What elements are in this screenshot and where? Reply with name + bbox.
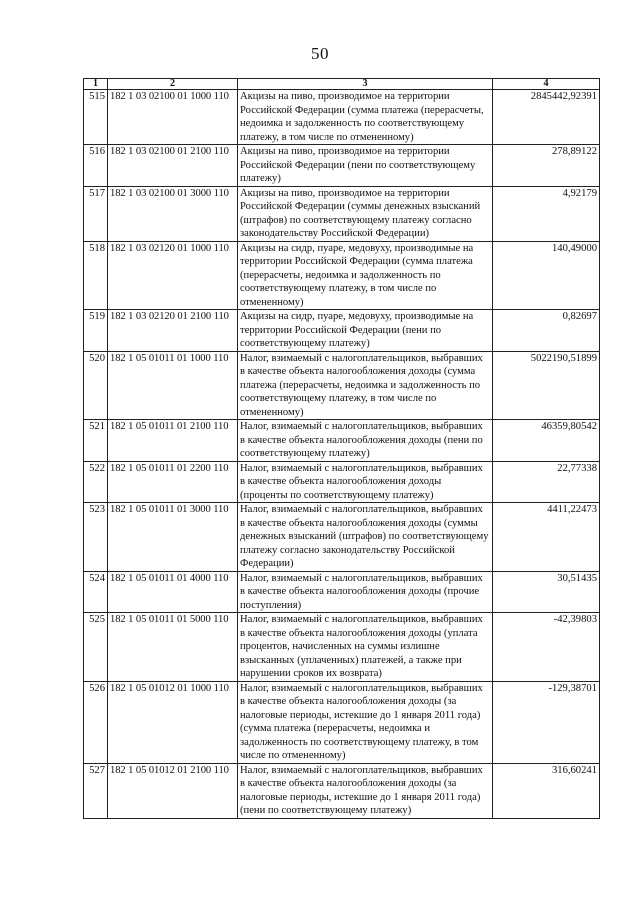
amount-value: 140,49000 bbox=[493, 241, 600, 310]
budget-classification-code: 182 1 05 01011 01 3000 110 bbox=[108, 503, 238, 572]
budget-classification-code: 182 1 03 02100 01 1000 110 bbox=[108, 90, 238, 145]
revenue-description: Налог, взимаемый с налогоплательщиков, выбравших в качестве объекта налогообложения доходы (сумма платежа (перерасчеты, недоимка и задолженность по соответствующему платежу, в том числе по отмененному) bbox=[238, 351, 493, 420]
budget-classification-code: 182 1 05 01011 01 1000 110 bbox=[108, 351, 238, 420]
row-number: 525 bbox=[84, 613, 108, 682]
table-row bbox=[84, 310, 600, 352]
column-header-4: 4 bbox=[493, 79, 600, 90]
budget-classification-code: 182 1 05 01012 01 2100 110 bbox=[108, 763, 238, 818]
table-row bbox=[84, 186, 600, 241]
revenue-description: Налог, взимаемый с налогоплательщиков, выбравших в качестве объекта налогообложения доходы (проценты по соответствующему платежу) bbox=[238, 461, 493, 503]
table-row bbox=[84, 90, 600, 145]
column-header-1: 1 bbox=[84, 79, 108, 90]
table-body bbox=[84, 90, 600, 819]
revenue-description: Акцизы на сидр, пуаре, медовуху, производимые на территории Российской Федерации (пени по соответствующему платежу) bbox=[238, 310, 493, 352]
budget-classification-code: 182 1 03 02120 01 1000 110 bbox=[108, 241, 238, 310]
budget-classification-code: 182 1 03 02100 01 3000 110 bbox=[108, 186, 238, 241]
amount-value: 316,60241 bbox=[493, 763, 600, 818]
row-number: 517 bbox=[84, 186, 108, 241]
budget-classification-code: 182 1 05 01011 01 2100 110 bbox=[108, 420, 238, 462]
budget-classification-code: 182 1 05 01011 01 4000 110 bbox=[108, 571, 238, 613]
table-row bbox=[84, 763, 600, 818]
revenue-description: Акцизы на пиво, производимое на территории Российской Федерации (сумма платежа (перерасчеты, недоимка и задолженность по соответствующему платежу, в том числе по отмененному) bbox=[238, 90, 493, 145]
revenue-description: Акцизы на сидр, пуаре, медовуху, производимые на территории Российской Федерации (сумма платежа (перерасчеты, недоимка и задолженность по соответствующему платежу, в том числе по отмененному) bbox=[238, 241, 493, 310]
revenue-description: Налог, взимаемый с налогоплательщиков, выбравших в качестве объекта налогообложения доходы (уплата процентов, начисленных на суммы излишне взысканных (уплаченных) платежей, а также при нарушении сроков их возврата) bbox=[238, 613, 493, 682]
amount-value: 4411,22473 bbox=[493, 503, 600, 572]
budget-classification-code: 182 1 05 01011 01 2200 110 bbox=[108, 461, 238, 503]
row-number: 527 bbox=[84, 763, 108, 818]
row-number: 524 bbox=[84, 571, 108, 613]
amount-value: 0,82697 bbox=[493, 310, 600, 352]
column-header-3: 3 bbox=[238, 79, 493, 90]
column-header-2: 2 bbox=[108, 79, 238, 90]
budget-classification-code: 182 1 03 02120 01 2100 110 bbox=[108, 310, 238, 352]
row-number: 519 bbox=[84, 310, 108, 352]
table-row bbox=[84, 681, 600, 763]
row-number: 523 bbox=[84, 503, 108, 572]
budget-classification-code: 182 1 05 01011 01 5000 110 bbox=[108, 613, 238, 682]
table-row bbox=[84, 241, 600, 310]
revenue-description: Налог, взимаемый с налогоплательщиков, выбравших в качестве объекта налогообложения доходы (за налоговые периоды, истекшие до 1 января 2011 года) (сумма платежа (перерасчеты, недоимка и задолженность по соответствующему платежу, в том числе по отмененному) bbox=[238, 681, 493, 763]
amount-value: 30,51435 bbox=[493, 571, 600, 613]
budget-classification-code: 182 1 05 01012 01 1000 110 bbox=[108, 681, 238, 763]
row-number: 526 bbox=[84, 681, 108, 763]
row-number: 520 bbox=[84, 351, 108, 420]
amount-value: 46359,80542 bbox=[493, 420, 600, 462]
budget-classification-code: 182 1 03 02100 01 2100 110 bbox=[108, 145, 238, 187]
amount-value: -129,38701 bbox=[493, 681, 600, 763]
table-row bbox=[84, 503, 600, 572]
table-header-row bbox=[84, 79, 600, 90]
table-row bbox=[84, 613, 600, 682]
revenue-description: Налог, взимаемый с налогоплательщиков, выбравших в качестве объекта налогообложения доходы (прочие поступления) bbox=[238, 571, 493, 613]
revenue-description: Налог, взимаемый с налогоплательщиков, выбравших в качестве объекта налогообложения доходы (суммы денежных взысканий (штрафов) по соответствующему платежу согласно законодательству Российской Федерации) bbox=[238, 503, 493, 572]
table-row bbox=[84, 420, 600, 462]
revenue-description: Налог, взимаемый с налогоплательщиков, выбравших в качестве объекта налогообложения доходы (за налоговые периоды, истекшие до 1 января 2011 года) (пени по соответствующему платежу) bbox=[238, 763, 493, 818]
row-number: 518 bbox=[84, 241, 108, 310]
table-row bbox=[84, 461, 600, 503]
row-number: 516 bbox=[84, 145, 108, 187]
revenue-description: Акцизы на пиво, производимое на территории Российской Федерации (суммы денежных взысканий (штрафов) по соответствующему платежу согласно законодательству Российской Федерации) bbox=[238, 186, 493, 241]
table-row bbox=[84, 145, 600, 187]
amount-value: 278,89122 bbox=[493, 145, 600, 187]
revenue-description: Налог, взимаемый с налогоплательщиков, выбравших в качестве объекта налогообложения доходы (пени по соответствующему платежу) bbox=[238, 420, 493, 462]
amount-value: 5022190,51899 bbox=[493, 351, 600, 420]
row-number: 521 bbox=[84, 420, 108, 462]
amount-value: -42,39803 bbox=[493, 613, 600, 682]
revenue-table bbox=[83, 78, 600, 819]
amount-value: 4,92179 bbox=[493, 186, 600, 241]
row-number: 522 bbox=[84, 461, 108, 503]
row-number: 515 bbox=[84, 90, 108, 145]
amount-value: 22,77338 bbox=[493, 461, 600, 503]
amount-value: 2845442,92391 bbox=[493, 90, 600, 145]
table-row bbox=[84, 571, 600, 613]
page-number: 50 bbox=[311, 44, 329, 63]
table-row bbox=[84, 351, 600, 420]
revenue-description: Акцизы на пиво, производимое на территории Российской Федерации (пени по соответствующему платежу) bbox=[238, 145, 493, 187]
